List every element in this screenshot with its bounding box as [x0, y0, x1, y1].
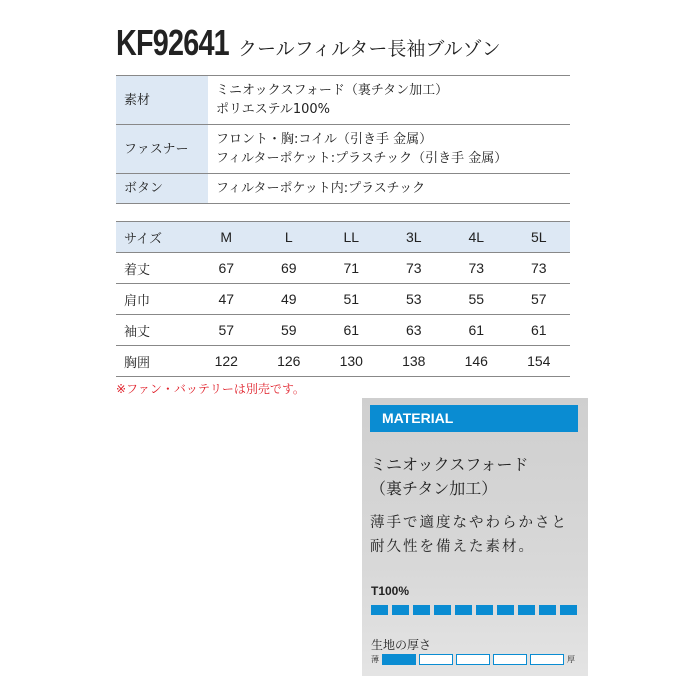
- spec-label: ボタン: [116, 174, 208, 204]
- spec-value: フィルターポケット内:プラスチック: [208, 174, 570, 204]
- size-cell: 57: [508, 284, 571, 315]
- thick-label: 厚: [567, 655, 575, 664]
- spec-table: [116, 75, 570, 204]
- size-cell: 着丈: [116, 253, 195, 284]
- product-code: KF92641: [116, 22, 229, 63]
- size-cell: 73: [383, 253, 446, 284]
- size-cell: 49: [258, 284, 321, 315]
- size-row: [116, 346, 570, 377]
- size-cell: 71: [320, 253, 383, 284]
- size-cell: 55: [445, 284, 508, 315]
- size-row: [116, 284, 570, 315]
- composition-segment: [455, 605, 472, 615]
- size-cell: M: [195, 222, 258, 253]
- thickness-segment: [456, 654, 490, 665]
- size-cell: 67: [195, 253, 258, 284]
- thickness-meter: [371, 654, 575, 665]
- size-cell: 154: [508, 346, 571, 377]
- composition-bar: [371, 605, 577, 615]
- size-cell: 51: [320, 284, 383, 315]
- spec-row: [116, 76, 570, 125]
- size-cell: 3L: [383, 222, 446, 253]
- size-cell: LL: [320, 222, 383, 253]
- spec-label: 素材: [116, 76, 208, 125]
- spec-row: [116, 125, 570, 174]
- size-cell: 袖丈: [116, 315, 195, 346]
- composition-segment: [539, 605, 556, 615]
- size-table: [116, 221, 570, 377]
- size-cell: 138: [383, 346, 446, 377]
- sold-separately-note: ※ファン・バッテリーは別売です。: [116, 382, 305, 396]
- material-title: ミニオックスフォード （裏チタン加工）: [370, 455, 529, 498]
- composition-segment: [476, 605, 493, 615]
- material-heading: MATERIAL: [370, 405, 578, 432]
- thickness-segment: [382, 654, 416, 665]
- size-cell: 61: [508, 315, 571, 346]
- size-row: [116, 315, 570, 346]
- composition-segment: [371, 605, 388, 615]
- size-cell: 61: [445, 315, 508, 346]
- size-cell: 4L: [445, 222, 508, 253]
- size-cell: 126: [258, 346, 321, 377]
- spec-value: フロント・胸:コイル（引き手 金属） フィルターポケット:プラスチック（引き手 金属）: [208, 125, 570, 174]
- composition-segment: [413, 605, 430, 615]
- size-cell: 61: [320, 315, 383, 346]
- size-cell: 69: [258, 253, 321, 284]
- material-panel: [362, 398, 588, 676]
- composition-segment: [434, 605, 451, 615]
- size-cell: 肩巾: [116, 284, 195, 315]
- product-title: [116, 22, 501, 64]
- spec-row: [116, 174, 570, 204]
- size-row: [116, 253, 570, 284]
- composition-segment: [560, 605, 577, 615]
- composition-segment: [518, 605, 535, 615]
- thickness-segment: [493, 654, 527, 665]
- size-cell: サイズ: [116, 222, 195, 253]
- size-cell: 63: [383, 315, 446, 346]
- size-cell: 130: [320, 346, 383, 377]
- composition-segment: [497, 605, 514, 615]
- thickness-label: 生地の厚さ: [371, 638, 432, 652]
- thickness-segment: [419, 654, 453, 665]
- size-cell: 73: [445, 253, 508, 284]
- composition-label: T100%: [371, 584, 410, 598]
- size-cell: 53: [383, 284, 446, 315]
- size-cell: 57: [195, 315, 258, 346]
- size-cell: 59: [258, 315, 321, 346]
- composition-segment: [392, 605, 409, 615]
- size-cell: 146: [445, 346, 508, 377]
- size-cell: 47: [195, 284, 258, 315]
- size-cell: L: [258, 222, 321, 253]
- size-cell: 5L: [508, 222, 571, 253]
- product-name: クールフィルター長袖ブルゾン: [238, 38, 501, 60]
- material-description: 薄手で適度なやわらかさと 耐久性を備えた素材。: [370, 515, 568, 555]
- spec-value: ミニオックスフォード（裏チタン加工） ポリエステル100%: [208, 76, 570, 125]
- size-cell: 73: [508, 253, 571, 284]
- size-cell: 122: [195, 346, 258, 377]
- thin-label: 薄: [371, 655, 379, 664]
- thickness-segment: [530, 654, 564, 665]
- spec-label: ファスナー: [116, 125, 208, 174]
- size-cell: 胸囲: [116, 346, 195, 377]
- size-row: [116, 222, 570, 253]
